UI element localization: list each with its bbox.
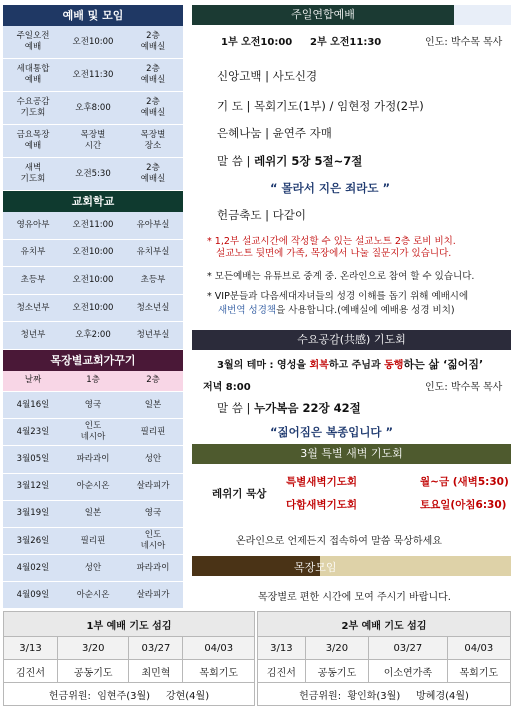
theme-companion: 동행 — [384, 360, 404, 371]
part1-name: 목회기도 — [183, 660, 255, 683]
cell-note: 목장별로 편한 시간에 모여 주시기 바랍니다. — [258, 592, 451, 603]
worship-row-cell: 2층 예배실 — [140, 31, 166, 52]
dawn-title: 3월 특별 새벽 기도회 — [300, 447, 403, 460]
decor-row-cell: 인도 네시아 — [80, 421, 106, 443]
wednesday-header-bar — [192, 330, 511, 350]
theme-part-c: 하고 주님과 — [328, 360, 385, 371]
worship-schedule-table — [3, 26, 183, 191]
sunday-header-bar — [192, 5, 454, 25]
decor-row — [3, 419, 183, 446]
sunday-note-3-rest: 을 사용합니다.(예배실에 예배용 성경 비치) — [276, 305, 455, 316]
part2-name: 공동기도 — [305, 660, 368, 683]
worship-row-cell: 목장별 시간 — [80, 130, 106, 151]
part2-name: 이소연가족 — [369, 660, 448, 683]
decor-row-cell: 필리핀 — [80, 535, 106, 546]
decor-row-cell: 살라피가 — [136, 589, 170, 600]
dawn-note: 온라인으로 언제든지 접속하여 말씀 묵상하세요 — [236, 536, 442, 547]
dawn-subject: 레위기 묵상 — [212, 488, 267, 500]
school-row-cell: 유치부실 — [136, 247, 170, 258]
worship-row-cell: 목장별 장소 — [140, 130, 166, 151]
decor-row-cell: 영국 — [84, 399, 102, 410]
part2-name: 목회기도 — [447, 660, 510, 683]
part1-name: 김진서 — [4, 660, 58, 683]
part2-offering: 헌금위원: 황인화(3월) 방혜경(4월) — [258, 683, 511, 706]
decor-row — [3, 555, 183, 582]
school-row-cell: 오전10:00 — [72, 302, 114, 313]
decor-header: 목장별교회가꾸기 — [3, 350, 183, 371]
part2-date: 3/20 — [305, 637, 368, 660]
decor-row-cell: 인도 네시아 — [140, 530, 166, 551]
worship-row-cell: 2층 예배실 — [140, 64, 166, 85]
dawn-line2-name: 다함새벽기도회 — [286, 499, 358, 511]
cell-header-bar-right — [320, 556, 511, 576]
worship-row-cell: 금요목장 예배 — [16, 130, 50, 151]
school-row-cell: 유치부 — [20, 247, 46, 258]
worship-row-cell: 수요공감 기도회 — [16, 97, 50, 118]
worship-row — [3, 158, 183, 191]
decor-row-cell: 4월16일 — [16, 399, 50, 410]
worship-row-cell: 세대통합 예배 — [16, 64, 50, 85]
sunday-grace: 은혜나눔 | 윤연주 자매 — [217, 126, 332, 140]
school-row-cell: 청년부실 — [136, 330, 170, 341]
wednesday-sermon-title: “짊어짐은 복종입니다 ” — [270, 425, 394, 439]
decor-row-cell: 아순시온 — [76, 481, 110, 492]
worship-row — [3, 59, 183, 92]
worship-row-cell: 오전11:30 — [72, 69, 114, 80]
sunday-note-3-cont — [218, 302, 455, 316]
worship-row-cell: 2층 예배실 — [140, 97, 166, 118]
decor-row-cell: 성안 — [144, 453, 162, 464]
church-school-header: 교회학교 — [3, 191, 183, 212]
decor-row — [3, 392, 183, 419]
decor-col-floor1: 1층 — [86, 375, 100, 386]
worship-row-cell: 오후8:00 — [75, 102, 111, 113]
decor-row-cell: 4월23일 — [16, 426, 50, 437]
school-row-cell: 오전11:00 — [72, 219, 114, 230]
wednesday-time: 저녁 8:00 — [203, 382, 251, 393]
part2-title: 2부 예배 기도 섬김 — [258, 612, 511, 637]
part2-name: 김진서 — [258, 660, 306, 683]
school-row-cell: 초등부 — [140, 274, 166, 285]
decor-row-cell: 살라피가 — [136, 481, 170, 492]
decor-row-cell: 파라과이 — [136, 562, 170, 573]
worship-row — [3, 125, 183, 158]
school-row — [3, 240, 183, 268]
part1-name: 공동기도 — [58, 660, 129, 683]
decor-row-cell: 필리핀 — [140, 426, 166, 437]
sunday-title: 주일연합예배 — [291, 8, 355, 21]
decor-col-date: 날짜 — [24, 375, 42, 386]
theme-part-a: 3월의 테마 : 영성을 — [217, 360, 310, 371]
dawn-line1-name: 특별새벽기도회 — [286, 476, 358, 488]
part2-date: 03/27 — [369, 637, 448, 660]
part1-date: 3/13 — [4, 637, 58, 660]
sunday-time-1: 1부 오전10:00 — [221, 37, 293, 48]
dawn-line1-time: 월~금 (새벽5:30) — [420, 476, 509, 488]
sunday-leader: 인도: 박수목 목사 — [425, 37, 503, 48]
sunday-note-3: * VIP분들과 다음세대자녀들의 성경 이해를 돕기 위해 예배시에 — [207, 291, 469, 302]
sunday-time-2: 2부 오전11:30 — [310, 37, 382, 48]
decor-row-cell: 4월09일 — [16, 589, 50, 600]
dawn-header-bar — [192, 444, 511, 464]
worship-schedule-header: 예배 및 모임 — [3, 5, 183, 26]
decor-row-cell: 3월19일 — [16, 508, 50, 519]
decor-row-cell: 아순시온 — [76, 589, 110, 600]
decor-row — [3, 582, 183, 609]
sunday-note-2: * 모든예배는 유튜브로 중계 중. 온라인으로 참여 할 수 있습니다. — [207, 271, 475, 282]
worship-row-cell: 오전5:30 — [75, 168, 111, 179]
sunday-note-1: * 1,2부 설교시간에 작성할 수 있는 설교노트 2층 로비 비치. 설교노트 뒷면에 가족, 목장에서 나눌 질문지가 있습니다. — [207, 236, 456, 259]
decor-table — [3, 392, 183, 610]
part2-date: 04/03 — [447, 637, 510, 660]
decor-row-cell: 3월12일 — [16, 481, 50, 492]
prayer-table-part2 — [257, 611, 511, 706]
decor-row-cell: 파라과이 — [76, 453, 110, 464]
decor-row-cell: 4월02일 — [16, 562, 50, 573]
part2-date: 3/13 — [258, 637, 306, 660]
wednesday-word-ref: 누가복음 22장 42절 — [254, 401, 361, 415]
part1-title: 1부 예배 기도 섬김 — [4, 612, 255, 637]
school-row-cell: 오전10:00 — [72, 247, 114, 258]
wednesday-leader: 인도: 박수목 목사 — [425, 382, 503, 393]
theme-recovery: 회복 — [309, 360, 329, 371]
sunday-header-accent — [454, 5, 511, 25]
worship-row-cell: 새벽 기도회 — [20, 163, 46, 184]
sunday-creed: 신앙고백 | 사도신경 — [217, 69, 318, 83]
sunday-word-label: 말 씀 | — [217, 154, 251, 168]
theme-part-e: 하는 삶 ‘짊어짐’ — [403, 358, 484, 371]
worship-row-cell: 주일오전 예배 — [16, 31, 50, 52]
decor-column-headers — [3, 371, 183, 392]
sunday-offering: 헌금축도 | 다같이 — [217, 208, 306, 222]
sunday-prayer: 기 도 | 목회기도(1부) / 임현정 가정(2부) — [217, 99, 424, 113]
decor-row-cell: 성안 — [84, 562, 102, 573]
decor-row-cell: 영국 — [144, 508, 162, 519]
school-row-cell: 유아부실 — [136, 219, 170, 230]
worship-row-cell: 2층 예배실 — [140, 163, 166, 184]
school-row — [3, 295, 183, 323]
decor-row — [3, 501, 183, 528]
school-row-cell: 오전10:00 — [72, 274, 114, 285]
prayer-table-part1 — [3, 611, 255, 706]
church-school-table — [3, 212, 183, 350]
sunday-word — [217, 153, 362, 169]
sunday-word-ref: 레위기 5장 5절~7절 — [254, 154, 363, 168]
decor-row — [3, 474, 183, 501]
decor-row-cell: 일본 — [84, 508, 102, 519]
bible-version: 새번역 성경책 — [218, 305, 277, 316]
decor-row-cell: 3월05일 — [16, 453, 50, 464]
decor-row — [3, 528, 183, 555]
worship-row — [3, 92, 183, 125]
school-row-cell: 청소년실 — [136, 302, 170, 313]
school-row — [3, 212, 183, 240]
decor-row — [3, 446, 183, 473]
left-column — [3, 5, 183, 609]
school-row-cell: 오후2:00 — [75, 330, 111, 341]
school-row-cell: 초등부 — [20, 274, 46, 285]
sunday-sermon-title: “ 몰라서 지은 죄라도 ” — [270, 181, 391, 195]
wednesday-title: 수요공감(共感) 기도회 — [297, 333, 406, 346]
school-row-cell: 청년부 — [20, 330, 46, 341]
wednesday-word-label: 말 씀 | — [217, 401, 251, 415]
school-row — [3, 267, 183, 295]
worship-row — [3, 26, 183, 59]
part1-name: 최민혁 — [129, 660, 183, 683]
school-row-cell: 청소년부 — [16, 302, 50, 313]
part1-date: 3/20 — [58, 637, 129, 660]
school-row-cell: 영유아부 — [16, 219, 50, 230]
dawn-line2-time: 토요일(아침6:30) — [420, 499, 507, 511]
decor-col-floor2: 2층 — [146, 375, 160, 386]
part1-offering: 헌금위원: 임현주(3월) 강현(4월) — [4, 683, 255, 706]
part1-date: 03/27 — [129, 637, 183, 660]
wednesday-theme — [217, 356, 483, 372]
worship-row-cell: 오전10:00 — [72, 36, 114, 47]
decor-row-cell: 일본 — [144, 399, 162, 410]
wednesday-word — [217, 400, 361, 416]
cell-title: 목장모임 — [294, 561, 337, 574]
school-row — [3, 322, 183, 350]
decor-row-cell: 3월26일 — [16, 535, 50, 546]
part1-date: 04/03 — [183, 637, 255, 660]
